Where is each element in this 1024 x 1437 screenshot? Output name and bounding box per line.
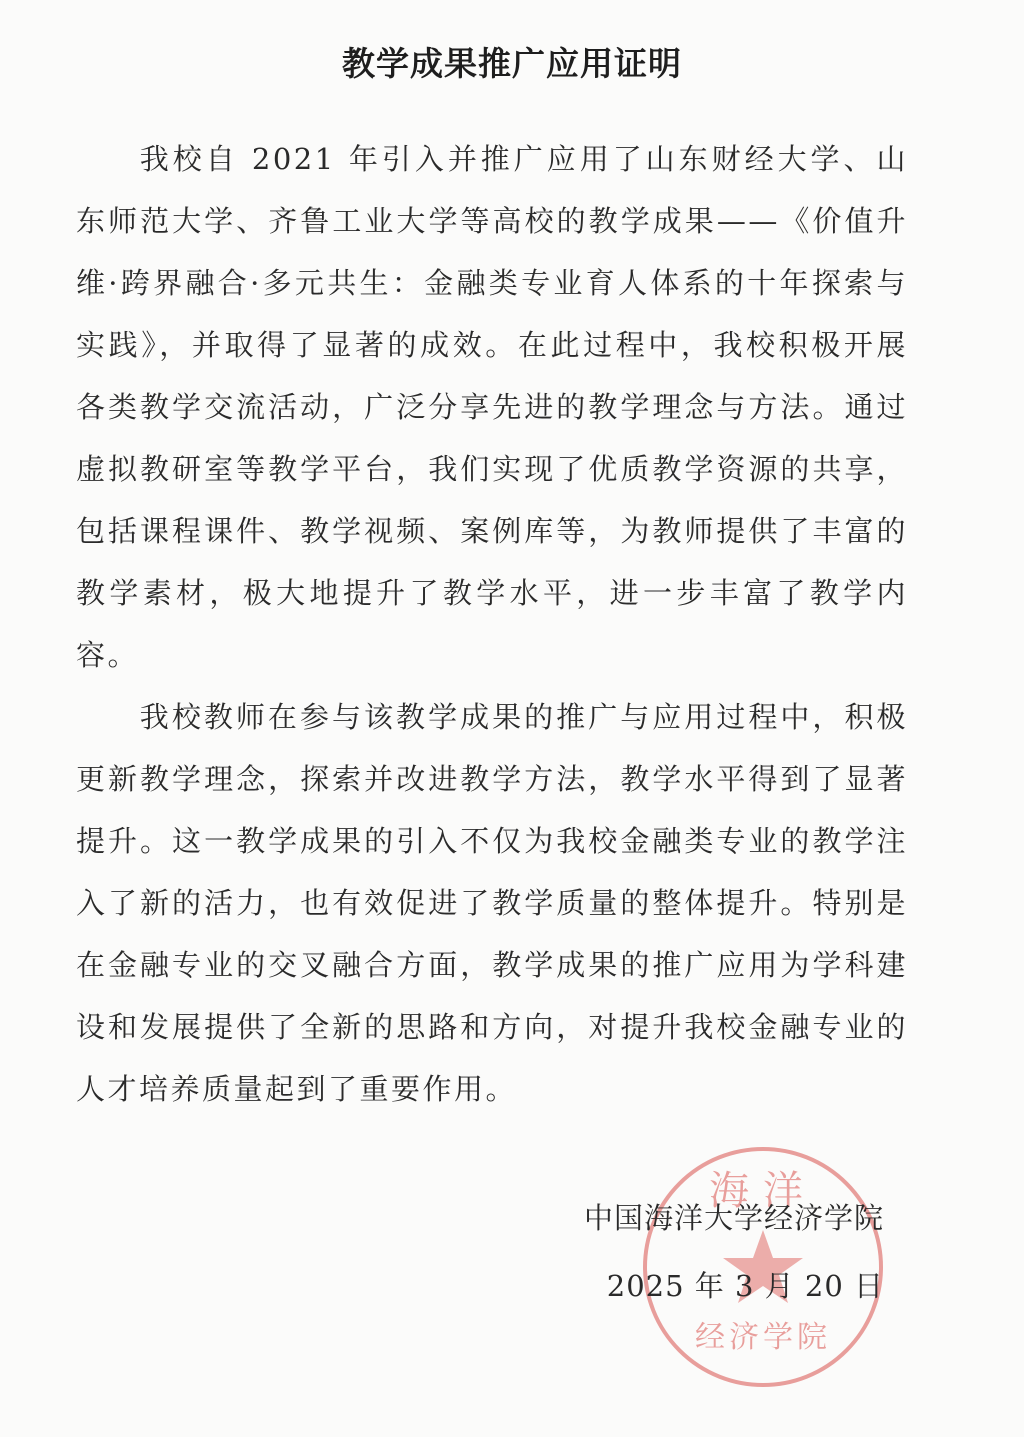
seal-bottom-text: 经济学院 xyxy=(695,1320,831,1355)
document-body xyxy=(76,128,908,1120)
paragraph-1: 我校自 2021 年引入并推广应用了山东财经大学、山东师范大学、齐鲁工业大学等高校的教学成果——《价值升维·跨界融合·多元共生：金融类专业育人体系的十年探索与实践》，并取得了显著的成效。在此过程中，我校积极开展各类教学交流活动，广泛分享先进的教学理念与方法。通过虚拟教研室等教学平台，我们实现了优质教学资源的共享，包括课程课件、教学视频、案例库等，为教师提供了丰富的教学素材，极大地提升了教学水平，进一步丰富了教学内容。 xyxy=(76,142,908,672)
paragraph-2: 我校教师在参与该教学成果的推广与应用过程中，积极更新教学理念，探索并改进教学方法，教学水平得到了显著提升。这一教学成果的引入不仅为我校金融类专业的教学注入了新的活力，也有效促进了教学质量的整体提升。特别是在金融专业的交叉融合方面，教学成果的推广应用为学科建设和发展提供了全新的思路和方向，对提升我校金融专业的人才培养质量起到了重要作用。 xyxy=(76,700,908,1106)
signature-date: 2025 年 3 月 20 日 xyxy=(606,1269,884,1303)
document-title: 教学成果推广应用证明 xyxy=(342,44,682,83)
signature-institution: 中国海洋大学经济学院 xyxy=(583,1201,884,1235)
seal-top-text: 海洋 xyxy=(709,1168,817,1214)
